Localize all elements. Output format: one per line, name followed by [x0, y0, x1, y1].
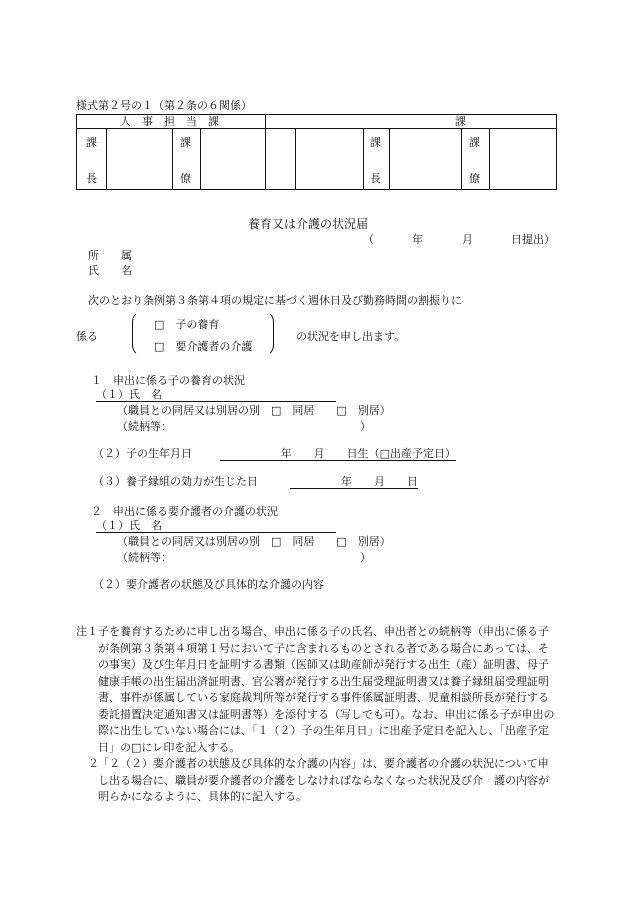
notes	[76, 624, 556, 806]
note-2-label: ２	[88, 757, 99, 770]
name-label: 氏 名	[88, 264, 132, 277]
intro-suffix: の状況を申し出ます。	[296, 330, 406, 343]
section2-heading: ２ 申出に係る要介護者の介護の状況	[91, 505, 278, 518]
table-header-section: 課	[455, 115, 466, 128]
section1-living-status[interactable]: （職員との同居又は別居の別 □ 同居 □ 別居）	[117, 404, 391, 417]
section-chief-label-top: 課	[370, 136, 381, 149]
section2-living-status[interactable]: （職員との同居又は別居の別 □ 同居 □ 別居）	[117, 535, 391, 548]
section2-relation[interactable]: （続柄等：	[117, 551, 172, 564]
section-staff-label-bottom: 僚	[469, 172, 480, 185]
staff-label-top: 課	[180, 136, 191, 149]
note-2	[76, 756, 556, 806]
date-month: 月	[462, 233, 473, 246]
note-1	[76, 624, 556, 756]
form-number: 様式第２号の１（第２条の６関係）	[76, 99, 252, 112]
intro-line: 次のとおり条例第３条第４項の規定に基づく週休日及び勤務時間の割振りに	[88, 294, 462, 307]
intro-prefix: 係る	[76, 330, 98, 343]
section1-relation-close: ）	[360, 420, 371, 433]
section-staff-label-top: 課	[469, 136, 480, 149]
note-1-label: 注１	[76, 625, 98, 638]
note-2-text: 「２（２）要介護者の状態及び具体的な介護の内容」は、要介護者の介護の状況について申し出る場合に、職員が要介護者の介護をしなければならなくなった状況及び介 護の内容が明らかになるように、具体的に記入する。	[98, 757, 549, 803]
section1-child-name[interactable]: （１）氏 名	[96, 389, 336, 402]
date-day-submitted: 日提出）	[511, 233, 555, 246]
date-year: 年	[412, 233, 423, 246]
staff-label-bottom: 僚	[180, 172, 191, 185]
date-open: （	[363, 233, 374, 246]
affiliation-label: 所 属	[88, 249, 132, 262]
section1-relation[interactable]: （続柄等：	[117, 420, 172, 433]
page-title: 養育又は介護の状況届	[248, 217, 369, 231]
approval-table	[76, 114, 557, 190]
table-header-personnel: 人 事 担 当 課	[120, 115, 219, 128]
chief-label-top: 課	[86, 136, 97, 149]
section1-adoption-label: （３）養子縁組の効力が生じた日	[93, 475, 258, 488]
section1-birthdate-field[interactable]: 年 月 日生（□出産予定日）	[220, 448, 456, 461]
option-nursing[interactable]: □ 要介護者の介護	[154, 340, 253, 353]
note-1-text: 子を養育するために申し出る場合、申出に係る子の氏名、申出者との続柄等（申出に係る子が条例第３条第４項第１号において子に含まれるものとされる者である場合にあっては、その事実）及び生年月日を証明する書類（医師又は助産師が発行する出生（産）証明書、母子健康手帳の出生届出済証明書、官公署が発行する出生届受理証明書又は養子縁組届受理証明書、事件が係属している家庭裁判所等が発行する事件係属証明書、児童相談所長が発行する委託措置決定通知書又は証明書等）を添付する（写しでも可）。なお、申出に係る子が申出の際に出生していない場合には、「１（２）子の生年月日」に出産予定日を記入し、「出産予定日」の□にレ印を記入する。	[98, 625, 555, 754]
section2-care-details-label: （２）要介護者の状態及び具体的な介護の内容	[93, 578, 324, 591]
section1-adoption-field[interactable]: 年 月 日	[290, 476, 418, 489]
option-childcare[interactable]: □ 子の養育	[154, 318, 220, 331]
section2-relation-close: ）	[360, 551, 371, 564]
section1-heading: １ 申出に係る子の養育の状況	[91, 374, 245, 387]
section1-birthdate-label: （２）子の生年月日	[93, 447, 192, 460]
section2-care-recipient-name[interactable]: （１）氏 名	[96, 520, 336, 533]
chief-label-bottom: 長	[86, 172, 97, 185]
section-chief-label-bottom: 長	[370, 172, 381, 185]
